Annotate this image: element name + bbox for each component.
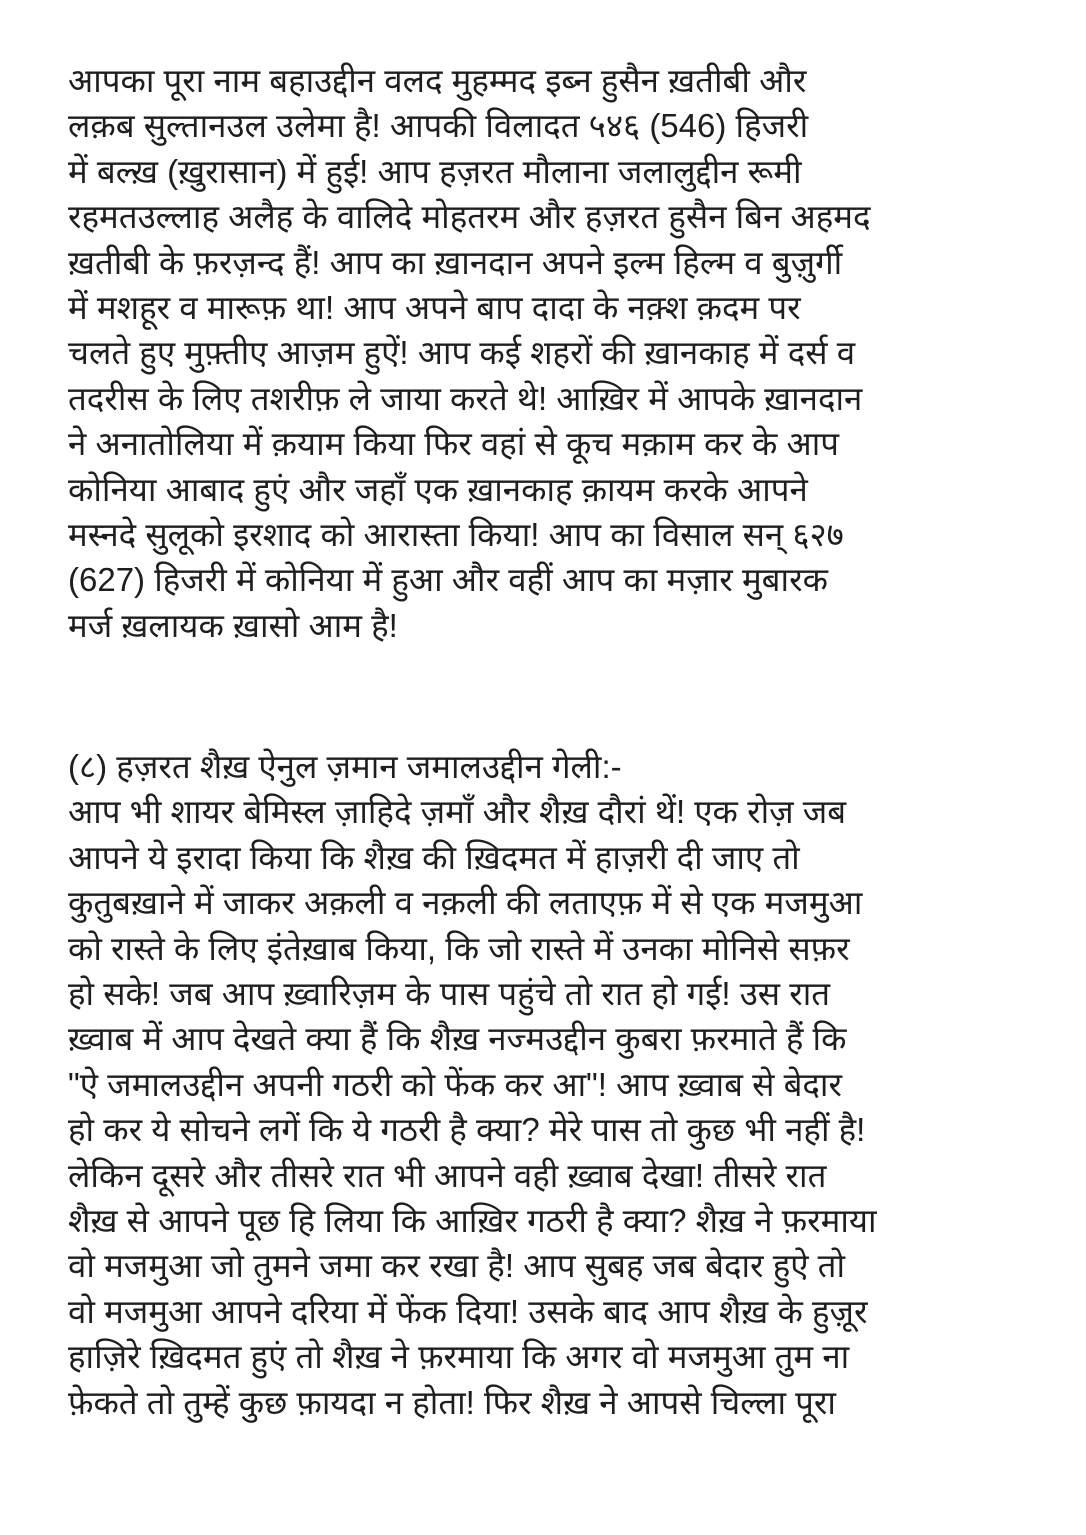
text-line: लक़ब सुल्तानउल उलेमा है! आपकी विलादत ५४६ (546) हिजरी [68,107,809,145]
section-sheikh-jamaluddin [68,744,1028,1425]
text-line: लेकिन दूसरे और तीसरे रात भी आपने वही ख़्वाब देखा! तीसरे रात [68,1156,827,1194]
text-line: वो मजमुआ आपने दरिया में फेंक दिया! उसके बाद आप शैख़ के हुज़ूर [68,1292,868,1330]
text-line: कुतुबख़ाने में जाकर अक़ली व नक़ली की लताएफ़ में से एक मजमुआ [68,884,863,922]
text-line: रहमतउल्लाह अलैह के वालिदे मोहतरम और हज़रत हुसैन बिन अहमद [68,198,871,236]
text-line: में बल्ख़ (ख़ुरासान) में हुई! आप हज़रत मौलाना जलालुद्दीन रूमी [68,152,802,190]
text-line: फ़ेकते तो तुम्हें कुछ फ़ायदा न होता! फिर शैख़ ने आपसे चिल्ला पूरा [68,1383,836,1421]
text-line: आपका पूरा नाम बहाउद्दीन वलद मुहम्मद इब्न हुसैन ख़तीबी और [68,62,807,99]
text-line: में मशहूर व मारूफ़ था! आप अपने बाप दादा के नक़्श क़दम पर [68,288,801,326]
paragraph-biography [68,58,1028,648]
text-line: वो मजमुआ जो तुमने जमा कर रखा है! आप सुबह जब बेदार हुऐ तो [68,1247,846,1285]
text-line: मर्ज ख़लायक ख़ासो आम है! [68,606,398,644]
page-content [68,58,1028,1425]
text-line: ख़तीबी के फ़रज़न्द हैं! आप का ख़ानदान अपने इल्म हिल्म व बुज़ुर्गी [68,243,843,281]
text-line: कोनिया आबाद हुएं और जहाँ एक ख़ानकाह क़ायम करके आपने [68,470,808,508]
text-line: चलते हुए मुफ़्तीए आज़म हुऐं! आप कई शहरों की ख़ानकाह में दर्स व [68,334,856,372]
text-line: आपने ये इरादा किया कि शैख़ की ख़िदमत में हाज़री दी जाए तो [68,838,800,876]
text-line: तदरीस के लिए तशरीफ़ ले जाया करते थे! आख़िर में आपके ख़ानदान [68,379,863,417]
text-line: "ऐ जमालउद्दीन अपनी गठरी को फेंक कर आ"! आप ख़्वाब से बेदार [68,1065,842,1103]
text-line: हो सके! जब आप ख़्वारिज़म के पास पहुंचे तो रात हो गई! उस रात [68,975,831,1013]
text-line: मस्नदे सुलूको इरशाद को आरास्ता किया! आप का विसाल सन् ६२७ [68,515,844,553]
text-line: हाज़िरे ख़िदमत हुएं तो शैख़ ने फ़रमाया कि अगर वो मजमुआ तुम ना [68,1338,850,1376]
section-heading: (८) हज़रत शैख़ ऐनुल ज़मान जमालउद्दीन गेली:- [68,748,622,786]
paragraph-story [68,789,1028,1424]
text-line: हो कर ये सोचने लगें कि ये गठरी है क्या? मेरे पास तो कुछ भी नहीं है! [68,1111,866,1149]
text-line: (627) हिजरी में कोनिया में हुआ और वहीं आप का मज़ार मुबारक [68,561,828,599]
text-line: ख़्वाब में आप देखते क्या हैं कि शैख़ नज्मउद्दीन कुबरा फ़रमाते हैं कि [68,1020,847,1058]
text-line: शैख़ से आपने पूछ हि लिया कि आख़िर गठरी है क्या? शैख़ ने फ़रमाया [68,1202,877,1239]
text-line: को रास्ते के लिए इंतेख़ाब किया, कि जो रास्ते में उनका मोनिसे सफ़र [68,929,850,967]
text-line: ने अनातोलिया में क़याम किया फिर वहां से कूच मक़ाम कर के आप [68,425,839,463]
text-line: आप भी शायर बेमिस्ल ज़ाहिदे ज़माँ और शैख़ दौरां थें! एक रोज़ जब [68,793,847,831]
